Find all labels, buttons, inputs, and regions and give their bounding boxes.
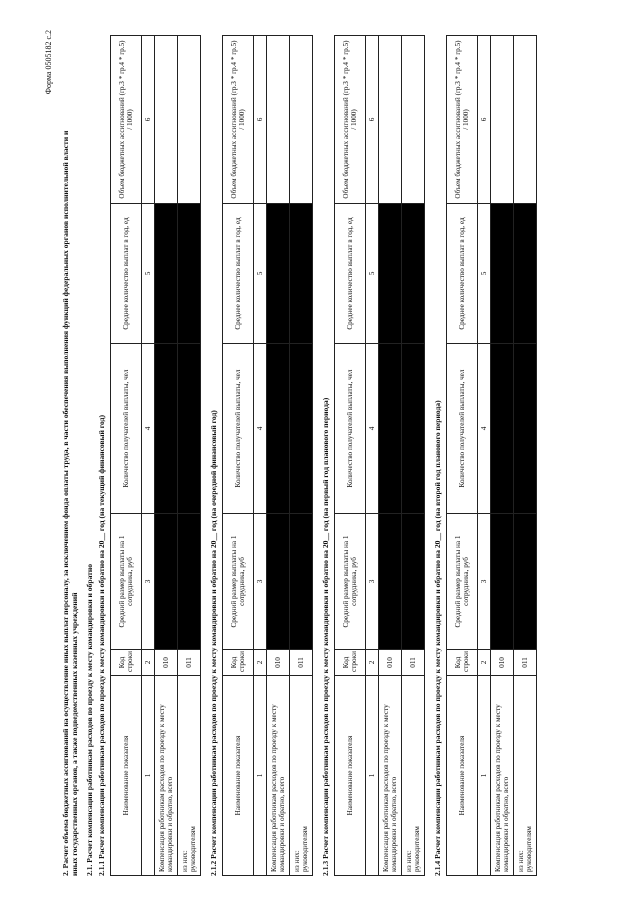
shaded-cell	[514, 203, 537, 343]
column-number-row	[254, 35, 267, 875]
row-010-code: 010	[379, 649, 402, 675]
table-row-011	[290, 35, 313, 875]
rotated-form-page	[40, 18, 600, 888]
row-011-budget-cell[interactable]	[402, 35, 425, 203]
document-title	[62, 96, 79, 876]
form-label: Форма 0505182 с.2	[44, 29, 53, 94]
shaded-cell	[178, 513, 201, 649]
col-code-header: Код строки	[335, 649, 366, 675]
col-number: 5	[366, 203, 379, 343]
shaded-cell	[402, 513, 425, 649]
row-010-budget-cell[interactable]	[155, 35, 178, 203]
row-010-budget-cell[interactable]	[491, 35, 514, 203]
table-row-011	[402, 35, 425, 875]
shaded-cell	[290, 343, 313, 513]
row-011-code: 011	[290, 649, 313, 675]
col-name-header: Наименование показателя	[335, 675, 366, 875]
col-number: 1	[366, 675, 379, 875]
col-avg-payment-header: Средний размер выплаты на 1 сотрудника, руб	[447, 513, 478, 649]
row-011-budget-cell[interactable]	[514, 35, 537, 203]
col-number: 4	[142, 343, 155, 513]
shaded-cell	[178, 343, 201, 513]
col-number: 3	[142, 513, 155, 649]
row-011-code: 011	[178, 649, 201, 675]
col-number: 6	[478, 35, 491, 203]
col-avg-payment-header: Средний размер выплаты на 1 сотрудника, руб	[111, 513, 142, 649]
table-2-1-1	[110, 35, 201, 876]
col-budget-header: Объем бюджетных ассигнований (гр.3 * гр.4 * гр.5) / 1000)	[335, 35, 366, 203]
table-row-011	[514, 35, 537, 875]
shaded-cell	[402, 203, 425, 343]
row-011-name-main: руководителям	[413, 825, 421, 872]
table-2-1-4	[446, 35, 537, 876]
col-budget-header: Объем бюджетных ассигнований (гр.3 * гр.4 * гр.5) / 1000)	[447, 35, 478, 203]
column-number-row	[478, 35, 491, 875]
shaded-cell	[379, 343, 402, 513]
shaded-cell	[379, 513, 402, 649]
row-011-code: 011	[402, 649, 425, 675]
row-011-name-main: руководителям	[189, 825, 197, 872]
col-number: 6	[254, 35, 267, 203]
row-011-name-main: руководителям	[525, 825, 533, 872]
table-row-010	[379, 35, 402, 875]
shaded-cell	[267, 343, 290, 513]
table-header-row	[447, 35, 478, 875]
col-number: 1	[142, 675, 155, 875]
table-2-1-3	[334, 35, 425, 876]
col-recipients-header: Количество получателей выплаты, чел	[335, 343, 366, 513]
title-line-2: иных государственных органов, а также подведомственных казенных учреждений	[69, 592, 79, 876]
row-011-name-prefix: из них:	[180, 849, 189, 872]
title-line-1: 2. Расчет объема бюджетных ассигнований на осуществление иных выплат персоналу, за исключением фонда оплаты труда, в части обеспечения выполнения функций федеральных органов исполнительной власти и	[61, 130, 70, 876]
col-number: 3	[254, 513, 267, 649]
row-011-name	[402, 675, 425, 875]
shaded-cell	[402, 343, 425, 513]
row-011-budget-cell[interactable]	[178, 35, 201, 203]
col-number: 5	[254, 203, 267, 343]
col-name-header: Наименование показателя	[111, 675, 142, 875]
shaded-cell	[155, 343, 178, 513]
row-010-name: Компенсация работникам расходов по проезду к месту командировки и обратно, всего	[267, 675, 290, 875]
shaded-cell	[491, 513, 514, 649]
col-number: 2	[254, 649, 267, 675]
column-number-row	[366, 35, 379, 875]
shaded-cell	[290, 513, 313, 649]
col-name-header: Наименование показателя	[223, 675, 254, 875]
col-number: 6	[366, 35, 379, 203]
section-2-1-1-heading: 2.1.1 Расчет компенсации работникам расходов по проезду к месту командировки и обратно на 20__ год (на текущий финансовый год)	[97, 414, 106, 876]
row-011-name	[178, 675, 201, 875]
col-number: 2	[142, 649, 155, 675]
row-011-budget-cell[interactable]	[290, 35, 313, 203]
row-011-name-prefix: из них:	[516, 849, 525, 872]
table-row-010	[491, 35, 514, 875]
col-recipients-header: Количество получателей выплаты, чел	[447, 343, 478, 513]
row-010-budget-cell[interactable]	[267, 35, 290, 203]
row-011-name	[290, 675, 313, 875]
col-code-header: Код строки	[447, 649, 478, 675]
row-010-budget-cell[interactable]	[379, 35, 402, 203]
col-code-header: Код строки	[111, 649, 142, 675]
row-010-code: 010	[491, 649, 514, 675]
row-010-name: Компенсация работникам расходов по проезду к месту командировки и обратно, всего	[155, 675, 178, 875]
col-number: 1	[478, 675, 491, 875]
table-row-011	[178, 35, 201, 875]
col-number: 4	[478, 343, 491, 513]
shaded-cell	[290, 203, 313, 343]
col-avg-payment-header: Средний размер выплаты на 1 сотрудника, руб	[223, 513, 254, 649]
row-010-code: 010	[155, 649, 178, 675]
col-number: 6	[142, 35, 155, 203]
col-number: 5	[478, 203, 491, 343]
row-011-name-prefix: из них:	[404, 849, 413, 872]
table-header-row	[223, 35, 254, 875]
col-number: 5	[142, 203, 155, 343]
shaded-cell	[178, 203, 201, 343]
col-budget-header: Объем бюджетных ассигнований (гр.3 * гр.4 * гр.5) / 1000)	[223, 35, 254, 203]
col-budget-header: Объем бюджетных ассигнований (гр.3 * гр.4 * гр.5) / 1000)	[111, 35, 142, 203]
col-number: 2	[366, 649, 379, 675]
table-header-row	[335, 35, 366, 875]
col-payments-count-header: Среднее количество выплат в год, ед	[111, 203, 142, 343]
shaded-cell	[155, 513, 178, 649]
col-payments-count-header: Среднее количество выплат в год, ед	[447, 203, 478, 343]
shaded-cell	[514, 513, 537, 649]
subsection-2-1-heading: 2.1. Расчет компенсации работникам расходов по проезду к месту командировки и обратно	[85, 563, 94, 876]
table-header-row	[111, 35, 142, 875]
shaded-cell	[267, 203, 290, 343]
section-2-1-2-heading: 2.1.2 Расчет компенсации работникам расходов по проезду к месту командировки и обратно на 20__ год (на очередной финансовый год)	[209, 409, 218, 876]
shaded-cell	[155, 203, 178, 343]
shaded-cell	[491, 203, 514, 343]
col-number: 4	[366, 343, 379, 513]
col-number: 3	[366, 513, 379, 649]
table-2-1-2	[222, 35, 313, 876]
col-name-header: Наименование показателя	[447, 675, 478, 875]
row-010-code: 010	[267, 649, 290, 675]
table-row-010	[267, 35, 290, 875]
row-010-name: Компенсация работникам расходов по проезду к месту командировки и обратно, всего	[491, 675, 514, 875]
table-row-010	[155, 35, 178, 875]
section-2-1-3-heading: 2.1.3 Расчет компенсации работникам расходов по проезду к месту командировки и обратно на 20__ год (на первый год планового периода)	[321, 397, 330, 876]
section-2-1-4-heading: 2.1.4 Расчет компенсации работникам расходов по проезду к месту командировки и обратно на 20__ год (на второй год планового периода)	[433, 399, 442, 876]
row-011-name-prefix: из них:	[292, 849, 301, 872]
col-avg-payment-header: Средний размер выплаты на 1 сотрудника, руб	[335, 513, 366, 649]
shaded-cell	[491, 343, 514, 513]
shaded-cell	[514, 343, 537, 513]
row-011-name-main: руководителям	[301, 825, 309, 872]
col-number: 4	[254, 343, 267, 513]
col-code-header: Код строки	[223, 649, 254, 675]
row-010-name: Компенсация работникам расходов по проезду к месту командировки и обратно, всего	[379, 675, 402, 875]
col-recipients-header: Количество получателей выплаты, чел	[111, 343, 142, 513]
shaded-cell	[267, 513, 290, 649]
row-011-code: 011	[514, 649, 537, 675]
col-number: 2	[478, 649, 491, 675]
col-payments-count-header: Среднее количество выплат в год, ед	[223, 203, 254, 343]
col-number: 3	[478, 513, 491, 649]
col-payments-count-header: Среднее количество выплат в год, ед	[335, 203, 366, 343]
row-011-name	[514, 675, 537, 875]
col-number: 1	[254, 675, 267, 875]
col-recipients-header: Количество получателей выплаты, чел	[223, 343, 254, 513]
shaded-cell	[379, 203, 402, 343]
column-number-row	[142, 35, 155, 875]
